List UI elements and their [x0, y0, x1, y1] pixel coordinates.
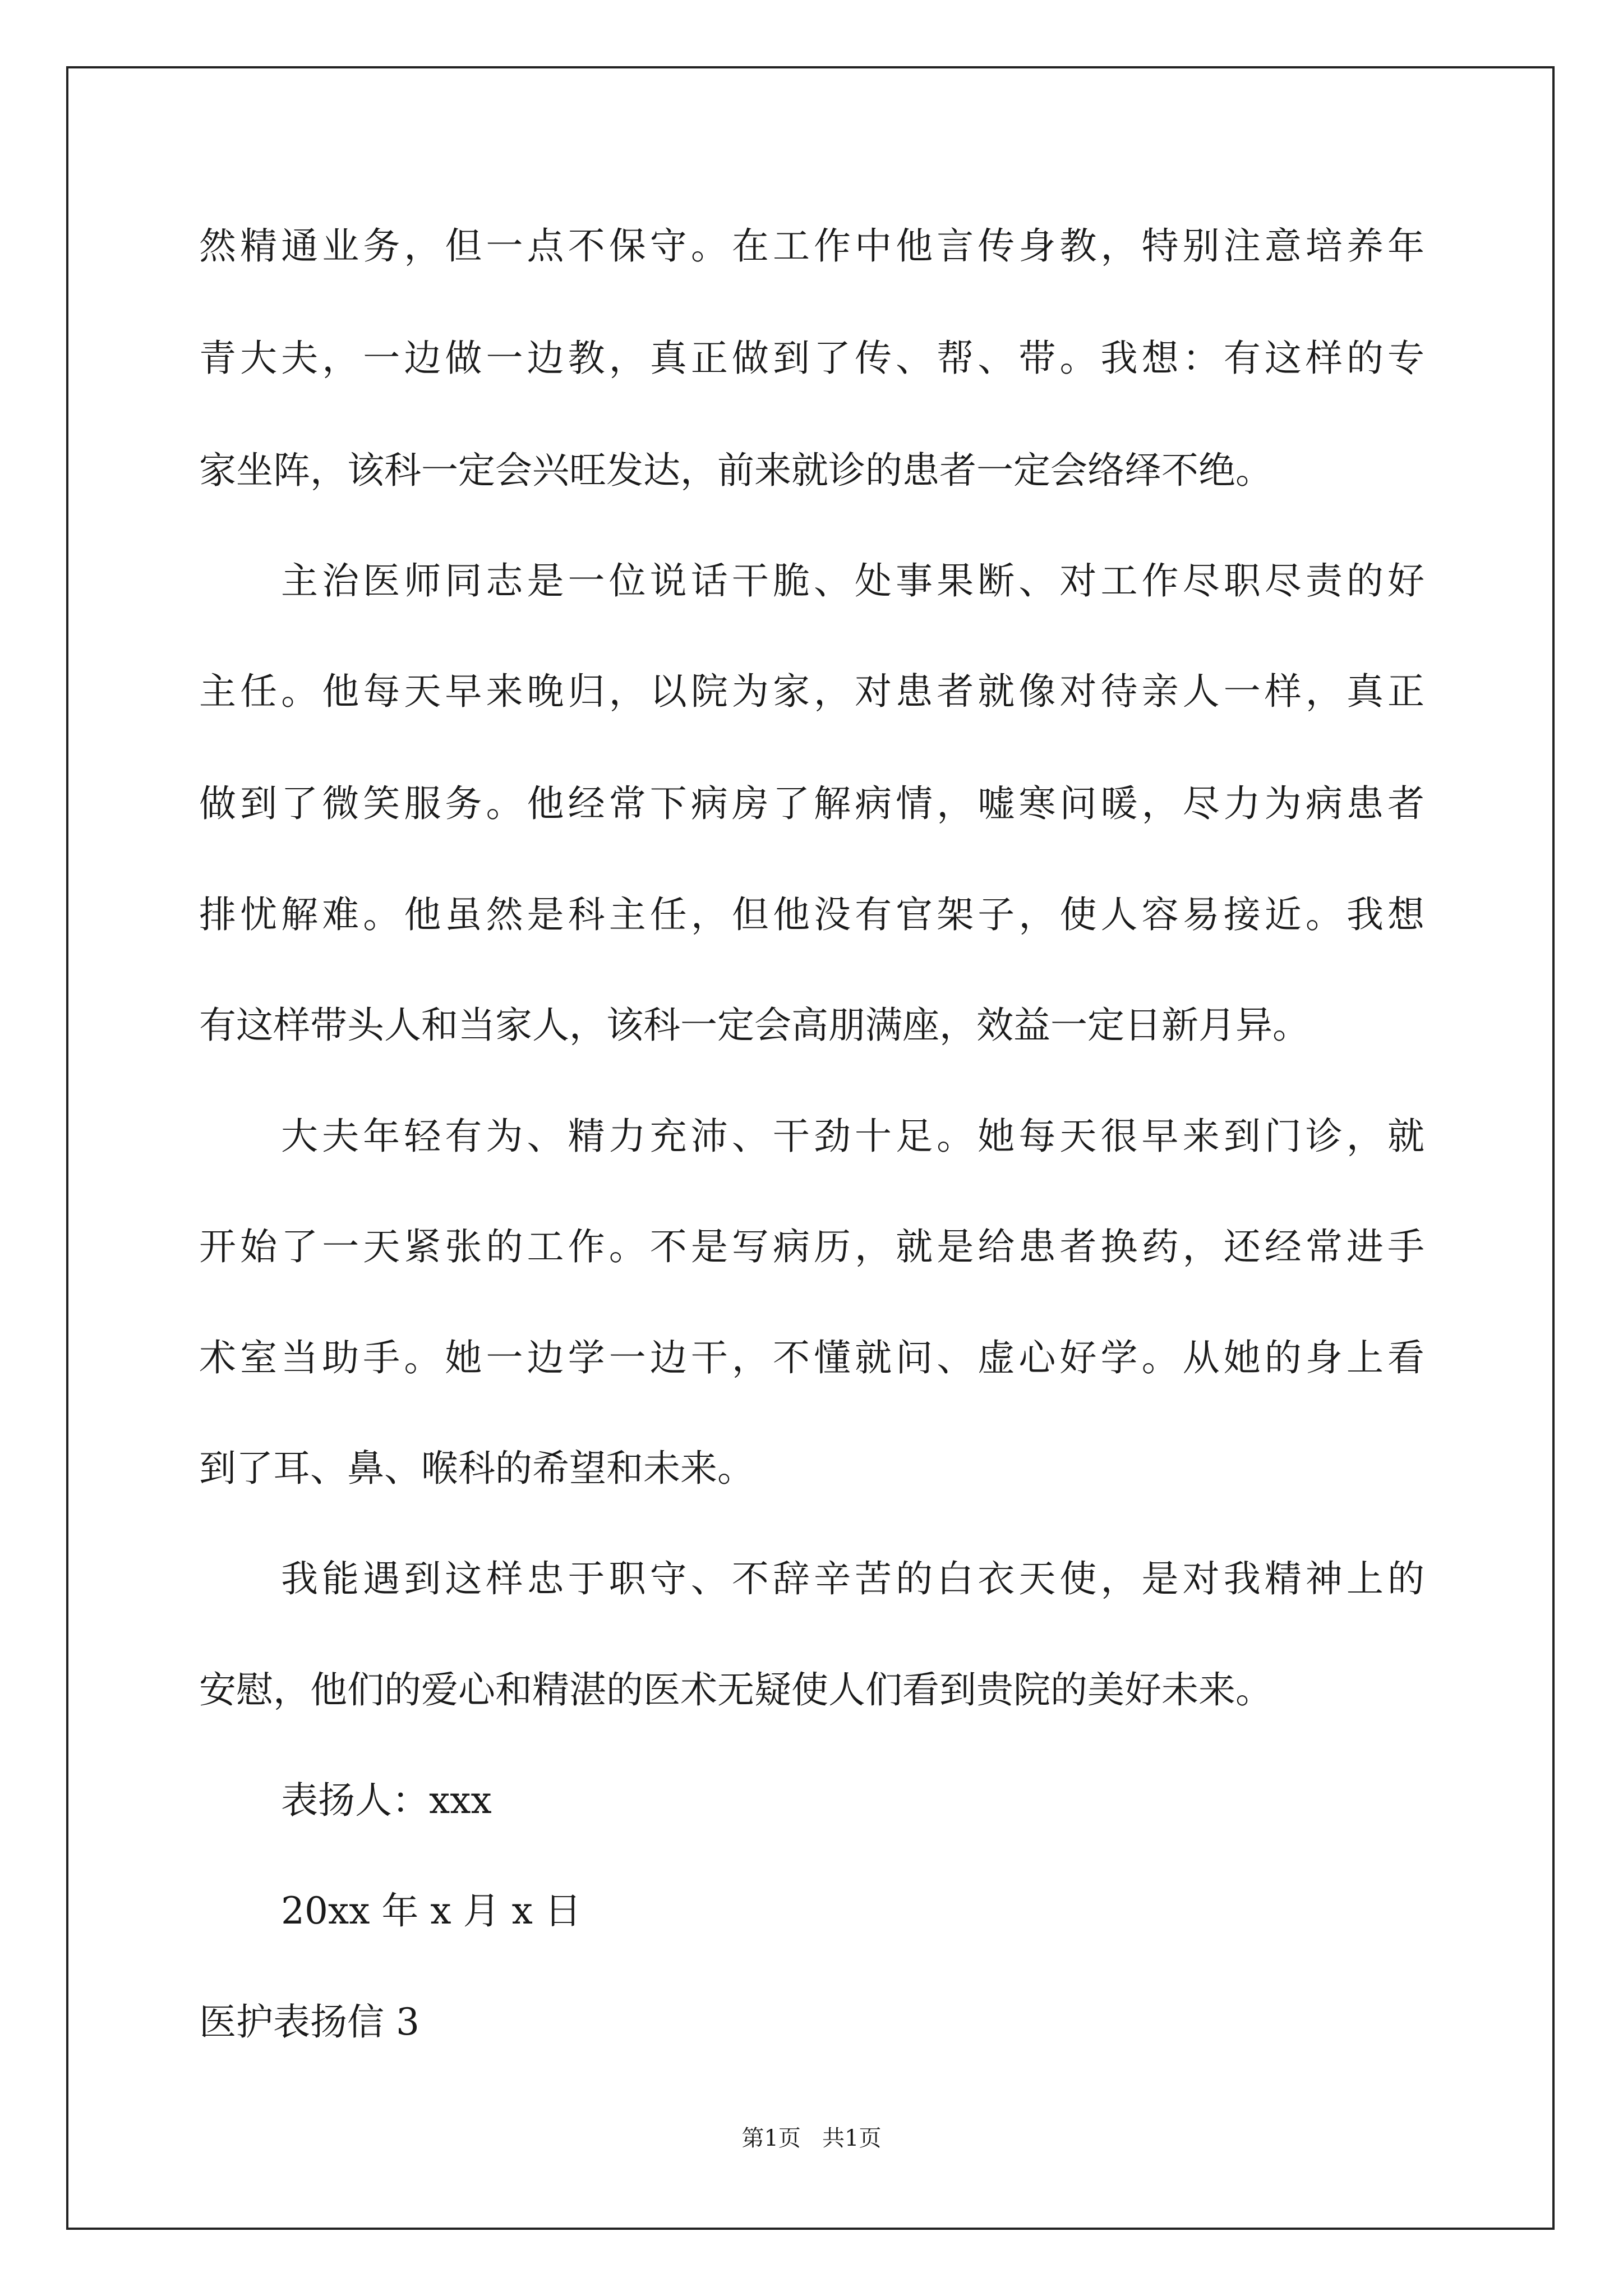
body-line: 大夫年轻有为、精力充沛、干劲十足。她每天很早来到门诊，就 — [281, 1115, 1424, 1158]
body-line: 做到了微笑服务。他经常下病房了解病情，嘘寒问暖，尽力为病患者 — [199, 782, 1424, 825]
body-line: 主任。他每天早来晚归，以院为家，对患者就像对待亲人一样，真正 — [199, 670, 1424, 713]
body-line: 家坐阵，该科一定会兴旺发达，前来就诊的患者一定会络绎不绝。 — [199, 449, 1272, 492]
body-line: 有这样带头人和当家人，该科一定会高朋满座，效益一定日新月异。 — [199, 1004, 1310, 1047]
body-line: 青大夫，一边做一边教，真正做到了传、帮、带。我想：有这样的专 — [199, 337, 1424, 380]
body-line: 到了耳、鼻、喉科的希望和未来。 — [199, 1447, 754, 1490]
section-heading: 医护表扬信 3 — [199, 2000, 419, 2044]
body-line: 然精通业务，但一点不保守。在工作中他言传身教，特别注意培养年 — [199, 224, 1424, 268]
body-line: 术室当助手。她一边学一边干，不懂就问、虚心好学。从她的身上看 — [199, 1336, 1424, 1379]
body-line: 安慰，他们的爱心和精湛的医术无疑使人们看到贵院的美好未来。 — [199, 1668, 1272, 1711]
body-line: 我能遇到这样忠于职守、不辞辛苦的白衣天使，是对我精神上的 — [281, 1557, 1424, 1600]
signature-line: 表扬人：xxx — [281, 1779, 492, 1822]
page-number-footer: 第1页 共1页 — [741, 2125, 882, 2151]
body-line: 排忧解难。他虽然是科主任，但他没有官架子，使人容易接近。我想 — [199, 893, 1424, 936]
body-line: 主治医师同志是一位说话干脆、处事果断、对工作尽职尽责的好 — [281, 559, 1424, 602]
date-line: 20xx 年 x 月 x 日 — [281, 1889, 582, 1932]
body-line: 开始了一天紧张的工作。不是写病历，就是给患者换药，还经常进手 — [199, 1225, 1424, 1268]
